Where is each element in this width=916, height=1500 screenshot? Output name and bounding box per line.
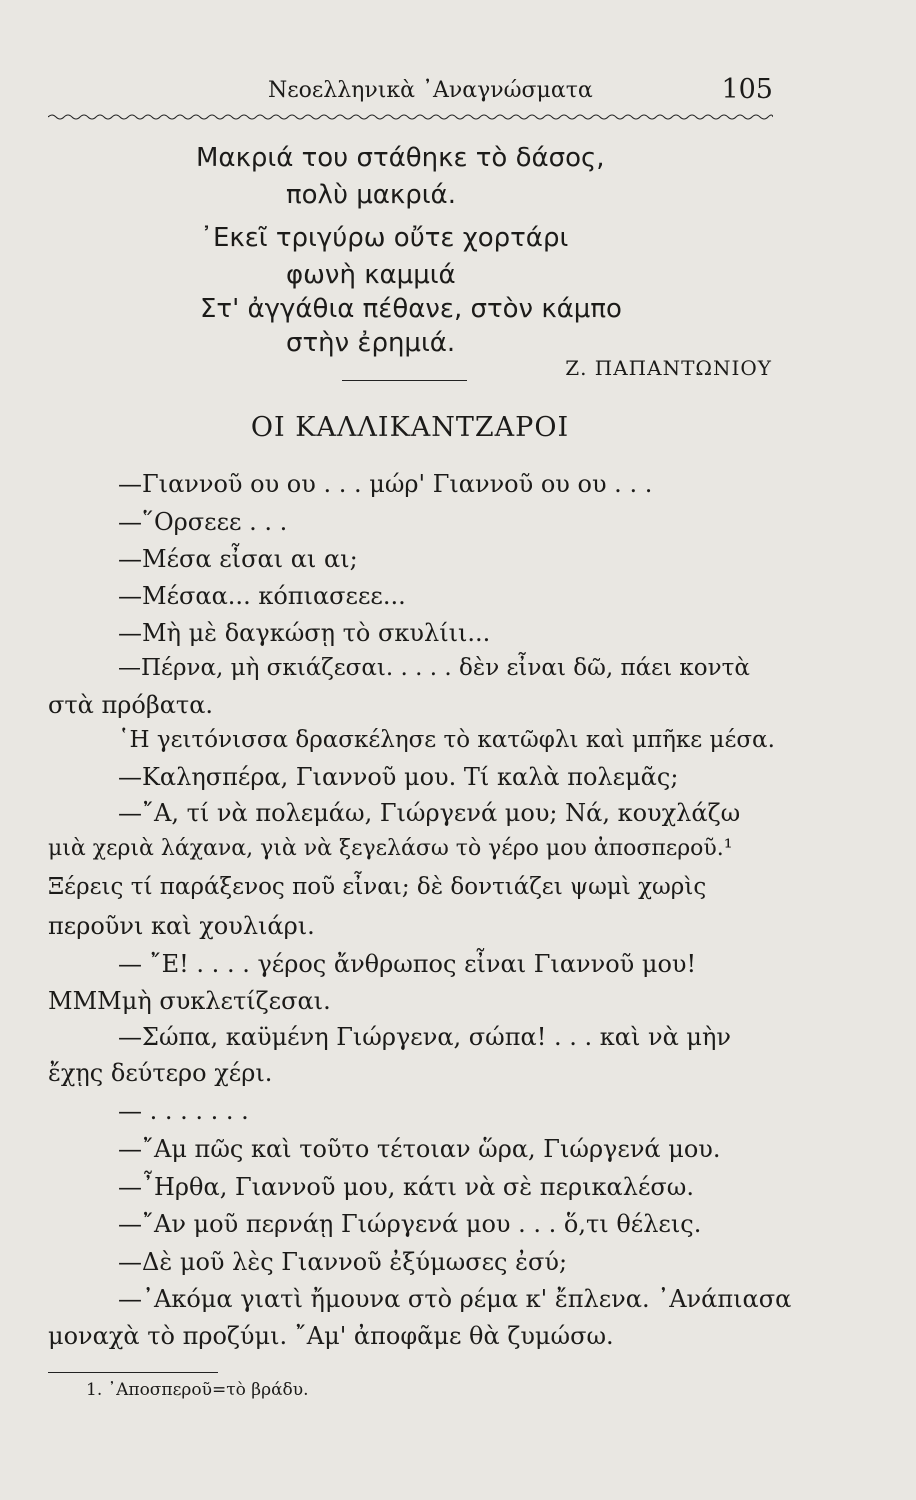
dialogue-line: μοναχὰ τὸ προζύμι. ῎Αμ' ἀποφᾶμε θὰ ζυμώσω. xyxy=(48,1322,614,1350)
dialogue-line: —῞Ορσεεε . . . xyxy=(118,508,288,536)
poem-line: πολὺ μακριά. xyxy=(286,180,456,210)
dialogue-line: —῏Ηρθα, Γιαννοῦ μου, κάτι νὰ σὲ περικαλέσω. xyxy=(118,1173,694,1201)
footnote-rule xyxy=(48,1372,218,1373)
poem-line: Μακριά του στάθηκε τὸ δάσος, xyxy=(196,143,605,173)
dialogue-line: —᾿Ακόμα γιατὶ ἤμουνα στὸ ρέμα κ' ἔπλενα. ᾿Ανάπιασα xyxy=(118,1285,792,1313)
dialogue-line: —Δὲ μοῦ λὲς Γιαννοῦ ἐξύμωσες ἐσύ; xyxy=(118,1248,568,1276)
section-divider xyxy=(342,380,467,381)
wavy-header-rule xyxy=(48,113,773,121)
dialogue-line: ΜΜΜμὴ συκλετίζεσαι. xyxy=(48,987,331,1015)
dialogue-line: Ξέρεις τί παράξενος ποῦ εἶναι; δὲ δοντιάζει ψωμὶ χωρὶς xyxy=(48,874,707,900)
dialogue-line: —Σώπα, καϋμένη Γιώργενα, σώπα! . . . καὶ νὰ μὴν xyxy=(118,1023,731,1051)
footnote: 1. ᾿Αποσπεροῦ=τὸ βράδυ. xyxy=(86,1380,309,1400)
dialogue-line: μιὰ χεριὰ λάχανα, γιὰ νὰ ξεγελάσω τὸ γέρο μου ἀποσπεροῦ.¹ xyxy=(48,836,733,861)
poem-line: φωνὴ καμμιά xyxy=(286,260,456,290)
dialogue-line: —Μὴ μὲ δαγκώσῃ τὸ σκυλίιι... xyxy=(118,619,491,647)
page-number: 105 xyxy=(721,74,773,105)
poem-line: στὴν ἐρημιά. xyxy=(286,328,456,358)
page-header xyxy=(48,74,773,114)
dialogue-line: — . . . . . . . xyxy=(118,1097,249,1125)
dialogue-line: —Μέσαα... κόπιασεεε... xyxy=(118,582,406,610)
dialogue-line: —Πέρνα, μὴ σκιάζεσαι. . . . . δὲν εἶναι δῶ, πάει κοντὰ xyxy=(118,655,750,681)
dialogue-line: —Καλησπέρα, Γιαννοῦ μου. Τί καλὰ πολεμᾶς; xyxy=(118,763,679,791)
dialogue-line: —῎Α, τί νὰ πολεμάω, Γιώργενά μου; Νά, κουχλάζω xyxy=(118,799,741,827)
dialogue-line: —Μέσα εἶσαι αι αι; xyxy=(118,545,358,573)
running-title: Νεοελληνικὰ ᾿Αναγνώσματα xyxy=(268,78,593,103)
poem-line: Στ' ἀγγάθια πέθανε, στὸν κάμπο xyxy=(200,294,622,324)
poem-author: Ζ. ΠΑΠΑΝΤΩΝΙΟΥ xyxy=(565,356,772,380)
dialogue-line: —῎Αν μοῦ περνάῃ Γιώργενά μου . . . ὅ,τι θέλεις. xyxy=(118,1210,702,1238)
dialogue-line: περοῦνι καὶ χουλιάρι. xyxy=(48,912,315,940)
dialogue-line: — ῎Ε! . . . . γέρος ἄνθρωπος εἶναι Γιαννοῦ μου! xyxy=(118,950,697,978)
dialogue-line: —Γιαννοῦ ου ου . . . μώρ' Γιαννοῦ ου ου . . . xyxy=(118,470,653,498)
dialogue-line: —῎Αμ πῶς καὶ τοῦτο τέτοιαν ὥρα, Γιώργενά μου. xyxy=(118,1135,721,1163)
story-title: ΟΙ ΚΑΛΛΙΚΑΝΤΖΑΡΟΙ xyxy=(250,412,570,443)
poem-line: ᾿Εκεῖ τριγύρω οὔτε χορτάρι xyxy=(200,223,569,253)
dialogue-line: στὰ πρόβατα. xyxy=(48,691,214,719)
narration-line: ῾Η γειτόνισσα δρασκέλησε τὸ κατῶφλι καὶ μπῆκε μέσα. xyxy=(118,727,775,753)
dialogue-line: ἔχῃς δεύτερο χέρι. xyxy=(48,1059,273,1087)
